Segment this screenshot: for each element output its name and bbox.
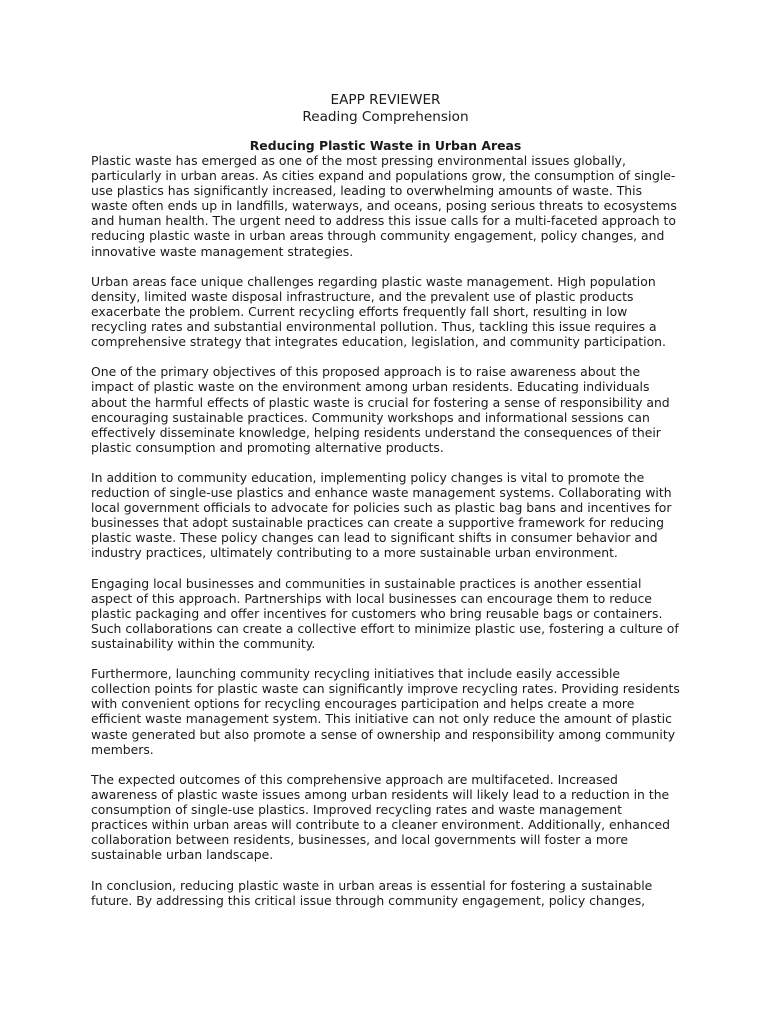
- paragraph-conclusion: In conclusion, reducing plastic waste in urban areas is essential for fostering a sustainable future. By addressing this critical issue through community engagement, policy changes,: [91, 877, 653, 908]
- paragraph-challenges: Urban areas face unique challenges regarding plastic waste management. High population density, limited waste disposal infrastructure, and the prevalent use of plastic products exacerbate the problem. Current recycling efforts frequently fall short, resulting in low recycling rates and substantial environmental pollution. Thus, tackling this issue requires a comprehensive strategy that integrates education, legislation, and community participation.: [91, 273, 666, 350]
- document-subtitle: Reading Comprehension: [302, 109, 469, 125]
- paragraph-awareness: One of the primary objectives of this proposed approach is to raise awareness about the impact of plastic waste on the environment among urban residents. Educating individuals about the harmful effects of plastic waste is crucial for fostering a sense of responsibility and encouraging sustainable practices. Community workshops and informational sessions can effectively disseminate knowledge, helping residents understand the consequences of their plastic consumption and promoting alternative products.: [91, 364, 670, 455]
- paragraph-recycling: Furthermore, launching community recycling initiatives that include easily accessible collection points for plastic waste can significantly improve recycling rates. Providing residents with convenient options for recycling encourages participation and helps create a more efficient waste management system. This initiative can not only reduce the amount of plastic waste generated but also promote a sense of ownership and responsibility among community members.: [91, 666, 680, 757]
- paragraph-policy: In addition to community education, implementing policy changes is vital to promote the reduction of single-use plastics and enhance waste management systems. Collaborating with local government officials to advocate for policies such as plastic bag bans and incentives for businesses that adopt sustainable practices can create a supportive framework for reducing plastic waste. These policy changes can lead to significant shifts in consumer behavior and industry practices, ultimately contributing to a more sustainable urban environment.: [91, 469, 672, 561]
- paragraph-outcomes: The expected outcomes of this comprehensive approach are multifaceted. Increased awareness of plastic waste issues among urban residents will likely lead to a reduction in the consumption of single-use plastics. Improved recycling rates and waste management practices within urban areas will contribute to a cleaner environment. Additionally, enhanced collaboration between residents, businesses, and local governments will foster a more sustainable urban landscape.: [91, 771, 671, 863]
- paragraph-intro: Plastic waste has emerged as one of the most pressing environmental issues globally, particularly in urban areas. As cities expand and populations grow, the consumption of single-use plastics has significantly increased, leading to overwhelming amounts of waste. This waste often ends up in landfills, waterways, and oceans, posing serious threats to ecosystems and human health. The urgent need to address this issue calls for a multi-faceted approach to reducing plastic waste in urban areas through community engagement, policy changes, and innovative waste management strategies.: [91, 153, 677, 259]
- paragraph-businesses: Engaging local businesses and communities in sustainable practices is another essential aspect of this approach. Partnerships with local businesses can encourage them to reduce plastic packaging and offer incentives for customers who bring reusable bags or containers. Such collaborations can create a collective effort to minimize plastic use, fostering a culture of sustainability within the community.: [91, 575, 679, 651]
- document-title: EAPP REVIEWER: [330, 92, 441, 108]
- article-title: Reducing Plastic Waste in Urban Areas: [249, 138, 522, 153]
